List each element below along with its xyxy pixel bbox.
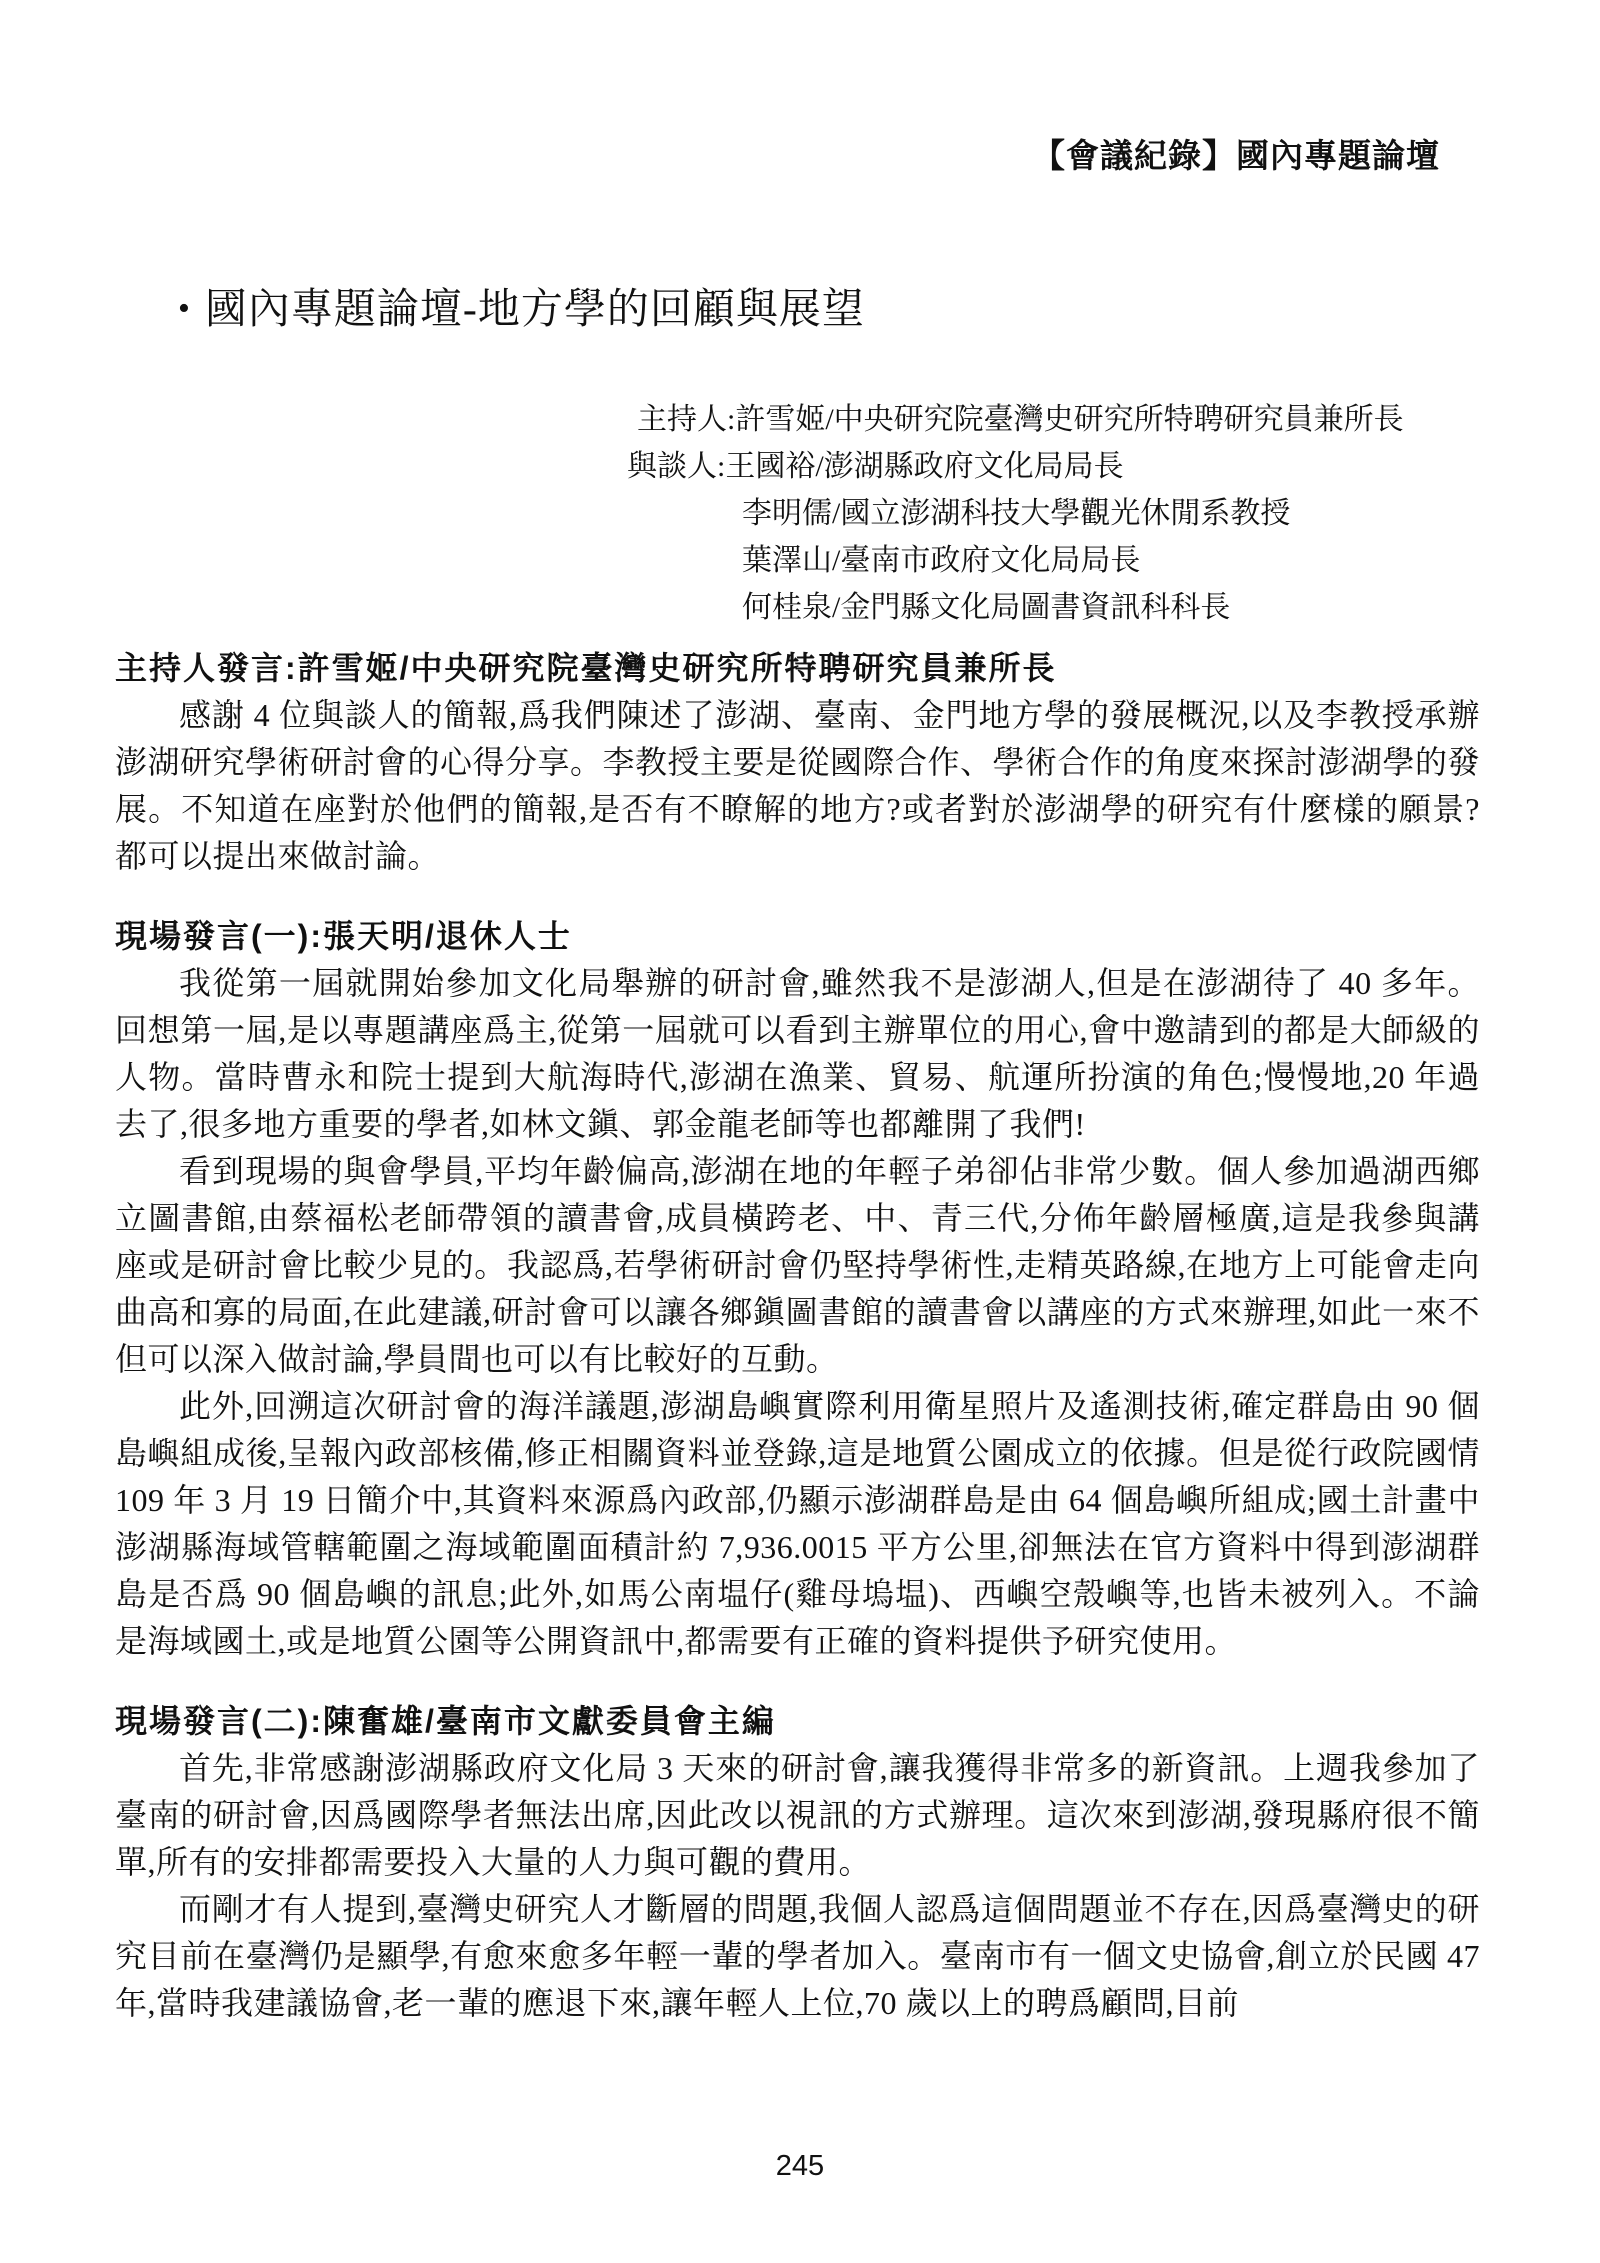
article-title-text: 國內專題論壇-地方學的回顧與展望 <box>204 287 865 333</box>
section-heading-floor-speech-2: 現場發言(二):陳奮雄/臺南市文獻委員會主編 <box>115 1703 776 1739</box>
section-heading-floor-speech-1: 現場發言(一):張天明/退休人士 <box>115 918 572 954</box>
panelist-line: 李明儒/國立澎湖科技大學觀光休閒系教授 <box>742 497 1291 530</box>
section-heading-moderator: 主持人發言:許雪姬/中央研究院臺灣史研究所特聘研究員兼所長 <box>115 650 1057 686</box>
paragraph: 首先,非常感謝澎湖縣政府文化局 3 天來的研討會,讓我獲得非常多的新資訊。上週我參加了臺南的研討會,因爲國際學者無法出席,因此改以視訊的方式辦理。這次來到澎湖,發現縣府很不簡單,所有的安排都需要投入大量的人力與可觀的費用。 <box>115 1750 1480 1880</box>
panelist-line: 與談人:王國裕/澎湖縣政府文化局局長 <box>627 450 1124 483</box>
paragraph: 而剛才有人提到,臺灣史研究人才斷層的問題,我個人認爲這個問題並不存在,因爲臺灣史的研究目前在臺灣仍是顯學,有愈來愈多年輕一輩的學者加入。臺南市有一個文史協會,創立於民國 47 年,當時我建議協會,老一輩的應退下來,讓年輕人上位,70 歲以上的聘爲顧問,目前 <box>115 1891 1480 2021</box>
panelist-line: 葉澤山/臺南市政府文化局局長 <box>742 544 1141 577</box>
paragraph: 感謝 4 位與談人的簡報,爲我們陳述了澎湖、臺南、金門地方學的發展概況,以及李教授承辦澎湖研究學術研討會的心得分享。李教授主要是從國際合作、學術合作的角度來探討澎湖學的發展。不知道在座對於他們的簡報,是否有不瞭解的地方?或者對於澎湖學的研究有什麼樣的願景?都可以提出來做討論。 <box>115 697 1481 874</box>
speaker-list <box>627 396 1404 631</box>
panelist-line: 何桂泉/金門縣文化局圖書資訊科科長 <box>742 591 1231 624</box>
paragraph: 看到現場的與會學員,平均年齡偏高,澎湖在地的年輕子弟卻佔非常少數。個人參加過湖西鄉立圖書館,由蔡福松老師帶領的讀書會,成員橫跨老、中、青三代,分佈年齡層極廣,這是我參與講座或是研討會比較少見的。我認爲,若學術研討會仍堅持學術性,走精英路線,在地方上可能會走向曲高和寡的局面,在此建議,研討會可以讓各鄉鎭圖書館的讀書會以講座的方式來辦理,如此一來不但可以深入做討論,學員間也可以有比較好的互動。 <box>115 1153 1480 1377</box>
running-header: 【會議紀錄】國內專題論壇 <box>1032 137 1440 174</box>
article-title <box>178 276 865 336</box>
moderator-line: 主持人:許雪姬/中央研究院臺灣史研究所特聘研究員兼所長 <box>637 403 1404 436</box>
title-bullet-icon: • <box>178 290 191 327</box>
paragraph: 我從第一屆就開始參加文化局舉辦的研討會,雖然我不是澎湖人,但是在澎湖待了 40 多年。回想第一屆,是以專題講座爲主,從第一屆就可以看到主辦單位的用心,會中邀請到的都是大師級的人物。當時曹永和院士提到大航海時代,澎湖在漁業、貿易、航運所扮演的角色;慢慢地,20 年過去了,很多地方重要的學者,如林文鎭、郭金龍老師等也都離開了我們! <box>115 965 1480 1142</box>
article-body <box>115 645 1480 2027</box>
page-number: 245 <box>775 2150 825 2182</box>
paragraph: 此外,回溯這次研討會的海洋議題,澎湖島嶼實際利用衛星照片及遙測技術,確定群島由 90 個島嶼組成後,呈報內政部核備,修正相關資料並登錄,這是地質公園成立的依據。但是從行政院國情 109 年 3 月 19 日簡介中,其資料來源爲內政部,仍顯示澎湖群島是由 64 個島嶼所組成;國土計畫中澎湖縣海域管轄範圍之海域範圍面積計約 7,936.0015 平方公里,卻無法在官方資料中得到澎湖群島是否爲 90 個島嶼的訊息;此外,如馬公南塭仔(雞母塢塭)、西嶼空殼嶼等,也皆未被列入。不論是海域國土,或是地質公園等公開資訊中,都需要有正確的資料提供予研究使用。 <box>115 1388 1480 1659</box>
